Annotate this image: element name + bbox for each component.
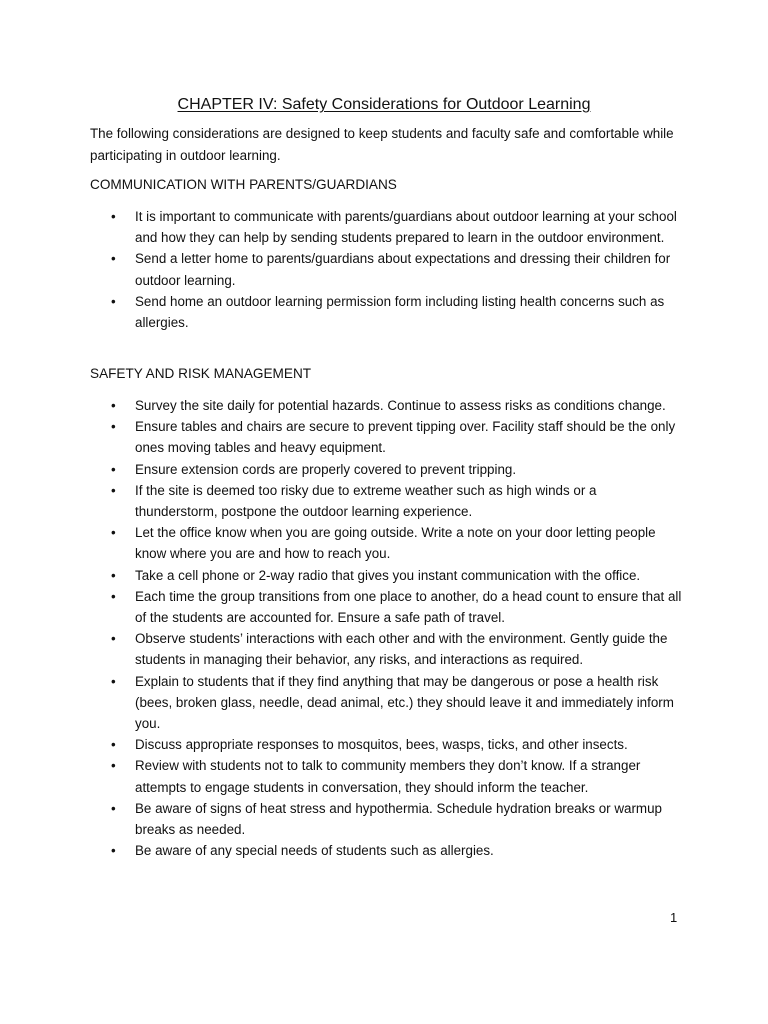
list-item xyxy=(90,565,682,586)
bullet-icon: • xyxy=(111,588,116,604)
bullet-icon: • xyxy=(111,461,116,477)
list-item-text: Review with students not to talk to community members they don’t know. If a stranger attempts to engage students in conversation, they should inform the teacher. xyxy=(135,758,641,795)
bullet-icon: • xyxy=(111,737,116,753)
list-item-text: Send home an outdoor learning permission form including listing health concerns such as allergies. xyxy=(135,293,665,331)
list-item-text: If the site is deemed too risky due to extreme weather such as high winds or a thunderstorm, postpone the outdoor learning experience. xyxy=(135,482,597,520)
list-item xyxy=(90,291,682,333)
list-item xyxy=(90,522,682,564)
list-item-text: It is important to communicate with parents/guardians about outdoor learning at your school and how they can help by sending students prepared to learn in the outdoor environment. xyxy=(135,209,677,246)
list-item xyxy=(90,755,682,797)
bullet-icon: • xyxy=(111,843,116,859)
list-item-text: Ensure extension cords are properly covered to prevent tripping. xyxy=(135,461,517,477)
list-item xyxy=(90,671,682,735)
list-item xyxy=(90,734,682,755)
list-item xyxy=(90,416,682,458)
list-item xyxy=(90,840,682,861)
bullet-icon: • xyxy=(111,800,116,816)
list-item xyxy=(90,248,682,290)
section-heading-communication: COMMUNICATION WITH PARENTS/GUARDIANS xyxy=(90,177,397,192)
bullet-icon: • xyxy=(111,398,116,413)
list-item-text: Observe students’ interactions with each other and with the environment. Gently guide the students in managing their behavior, any risks, and interactions as required. xyxy=(135,631,668,668)
list-item xyxy=(90,798,682,840)
communication-list xyxy=(90,206,682,333)
list-item-text: Survey the site daily for potential hazards. Continue to assess risks as conditions change. xyxy=(135,398,666,413)
list-item xyxy=(90,480,682,522)
list-item xyxy=(90,459,682,480)
bullet-icon: • xyxy=(111,251,116,267)
list-item-text: Ensure tables and chairs are secure to prevent tipping over. Facility staff should be the only ones moving tables and heavy equipment. xyxy=(135,419,676,456)
list-item xyxy=(90,628,682,670)
bullet-icon: • xyxy=(111,293,116,309)
section-heading-safety: SAFETY AND RISK MANAGEMENT xyxy=(90,366,312,381)
list-item-text: Discuss appropriate responses to mosquitos, bees, wasps, ticks, and other insects. xyxy=(135,737,628,753)
list-item-text: Be aware of any special needs of students such as allergies. xyxy=(135,843,494,859)
list-item-text: Take a cell phone or 2-way radio that gives you instant communication with the office. xyxy=(135,567,641,583)
list-item-text: Be aware of signs of heat stress and hypothermia. Schedule hydration breaks or warmup breaks as needed. xyxy=(135,800,662,838)
bullet-icon: • xyxy=(111,567,116,583)
list-item-text: Let the office know when you are going outside. Write a note on your door letting people know where you are and how to reach you. xyxy=(135,525,656,562)
page-number: 1 xyxy=(670,910,678,925)
list-item-text: Send a letter home to parents/guardians about expectations and dressing their children for outdoor learning. xyxy=(135,251,671,288)
bullet-icon: • xyxy=(111,482,116,498)
chapter-title: CHAPTER IV: Safety Considerations for Outdoor Learning xyxy=(177,96,591,113)
list-item xyxy=(90,395,682,416)
bullet-icon: • xyxy=(111,631,116,647)
safety-list xyxy=(90,395,682,861)
bullet-icon: • xyxy=(111,209,116,224)
bullet-icon: • xyxy=(111,525,116,541)
list-item-text: Each time the group transitions from one place to another, do a head count to ensure that all of the students are accounted for. Ensure a safe path of travel. xyxy=(135,588,682,626)
list-item-text: Explain to students that if they find anything that may be dangerous or pose a health risk (bees, broken glass, needle, dead animal, etc.) they should leave it and immediately inform you. xyxy=(135,673,674,732)
list-item xyxy=(90,586,682,628)
bullet-icon: • xyxy=(111,758,116,774)
bullet-icon: • xyxy=(111,673,116,689)
list-item xyxy=(90,206,682,248)
intro-paragraph: The following considerations are designed to keep students and faculty safe and comfortable while participating in outdoor learning. xyxy=(90,126,674,163)
bullet-icon: • xyxy=(111,419,116,435)
